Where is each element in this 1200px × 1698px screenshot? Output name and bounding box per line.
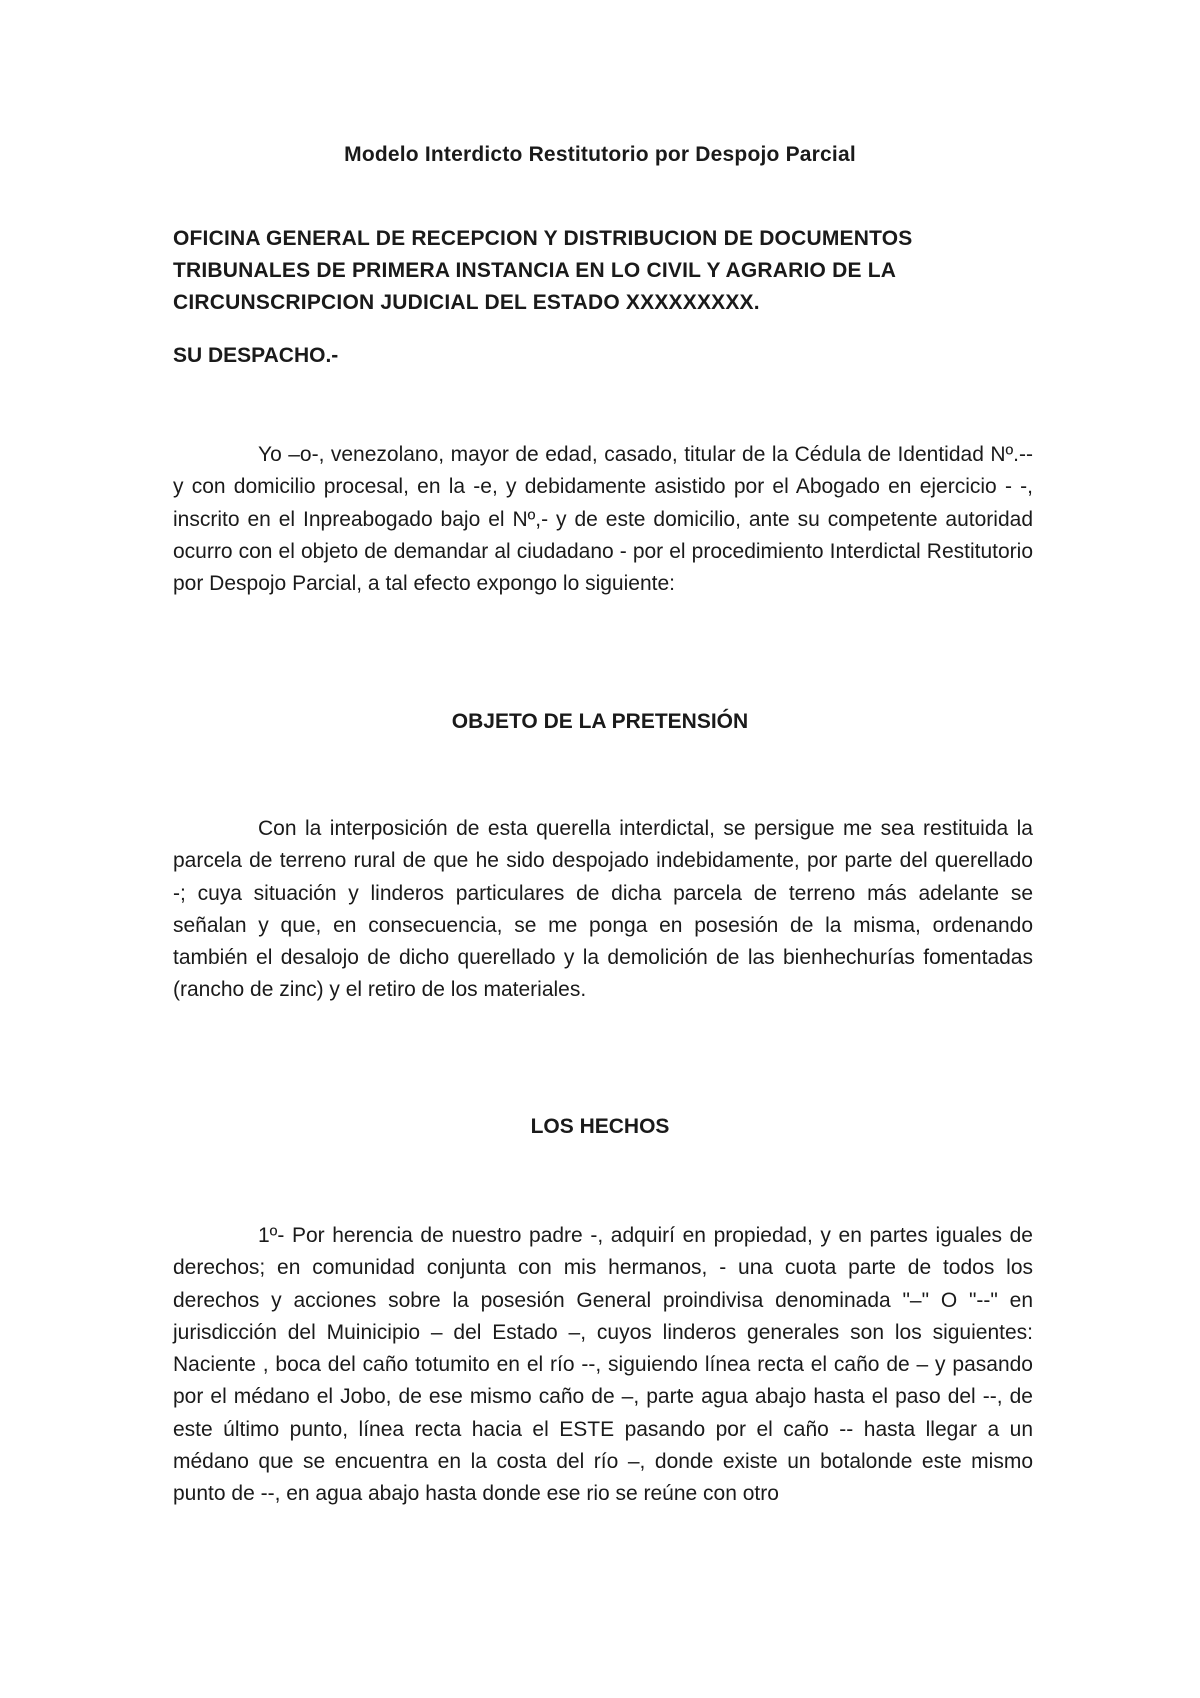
section-heading-hechos: LOS HECHOS bbox=[530, 1115, 670, 1138]
intro-paragraph: Yo –o-, venezolano, mayor de edad, casado, titular de la Cédula de Identidad Nº.-- y con domicilio procesal, en la -e, y debidamente asistido por el Abogado en ejercicio - -, inscrito en el Inpreabogado bajo el Nº,- y de este domicilio, ante su competente autoridad ocurro con el objeto de demandar al ciudadano - por el procedimiento Interdictal Restitutorio por Despojo Parcial, a tal efecto expongo lo siguiente: bbox=[173, 443, 1033, 596]
addressee-block: OFICINA GENERAL DE RECEPCION Y DISTRIBUCION DE DOCUMENTOS TRIBUNALES DE PRIMERA INSTANCIA EN LO CIVIL Y AGRARIO DE LA CIRCUNSCRIPCION JUDICIAL DEL ESTADO XXXXXXXXX. bbox=[173, 227, 913, 314]
objeto-paragraph: Con la interposición de esta querella interdictal, se persigue me sea restituida la parcela de terreno rural de que he sido despojado indebidamente, por parte del querellado -; cuya situación y linderos particulares de dicha parcela de terreno más adelante se señalan y que, en consecuencia, se me ponga en posesión de la misma, ordenando también el desalojo de dicho querellado y la demolición de las bienhechurías fomentadas (rancho de zinc) y el retiro de los materiales. bbox=[173, 817, 1033, 1002]
salutation: SU DESPACHO.- bbox=[173, 344, 339, 367]
section-heading-objeto: OBJETO DE LA PRETENSIÓN bbox=[451, 710, 749, 733]
hechos-paragraph: 1º- Por herencia de nuestro padre -, adquirí en propiedad, y en partes iguales de derechos; en comunidad conjunta con mis hermanos, - una cuota parte de todos los derechos y acciones sobre la posesión General proindivisa denominada "–" O "--" en jurisdicción del Muinicipio – del Estado –, cuyos linderos generales son los siguientes: Naciente , boca del caño totumito en el río --, siguiendo línea recta el caño de – y pasando por el médano el Jobo, de ese mismo caño de –, parte agua abajo hasta el paso del --, de este último punto, línea recta hacia el ESTE pasando por el caño -- hasta llegar a un médano que se encuentra en la costa del río –, donde existe un botalonde este mismo punto de --, en agua abajo hasta donde ese rio se reúne con otro bbox=[173, 1224, 1033, 1506]
document-title: Modelo Interdicto Restitutorio por Despojo Parcial bbox=[344, 143, 856, 166]
